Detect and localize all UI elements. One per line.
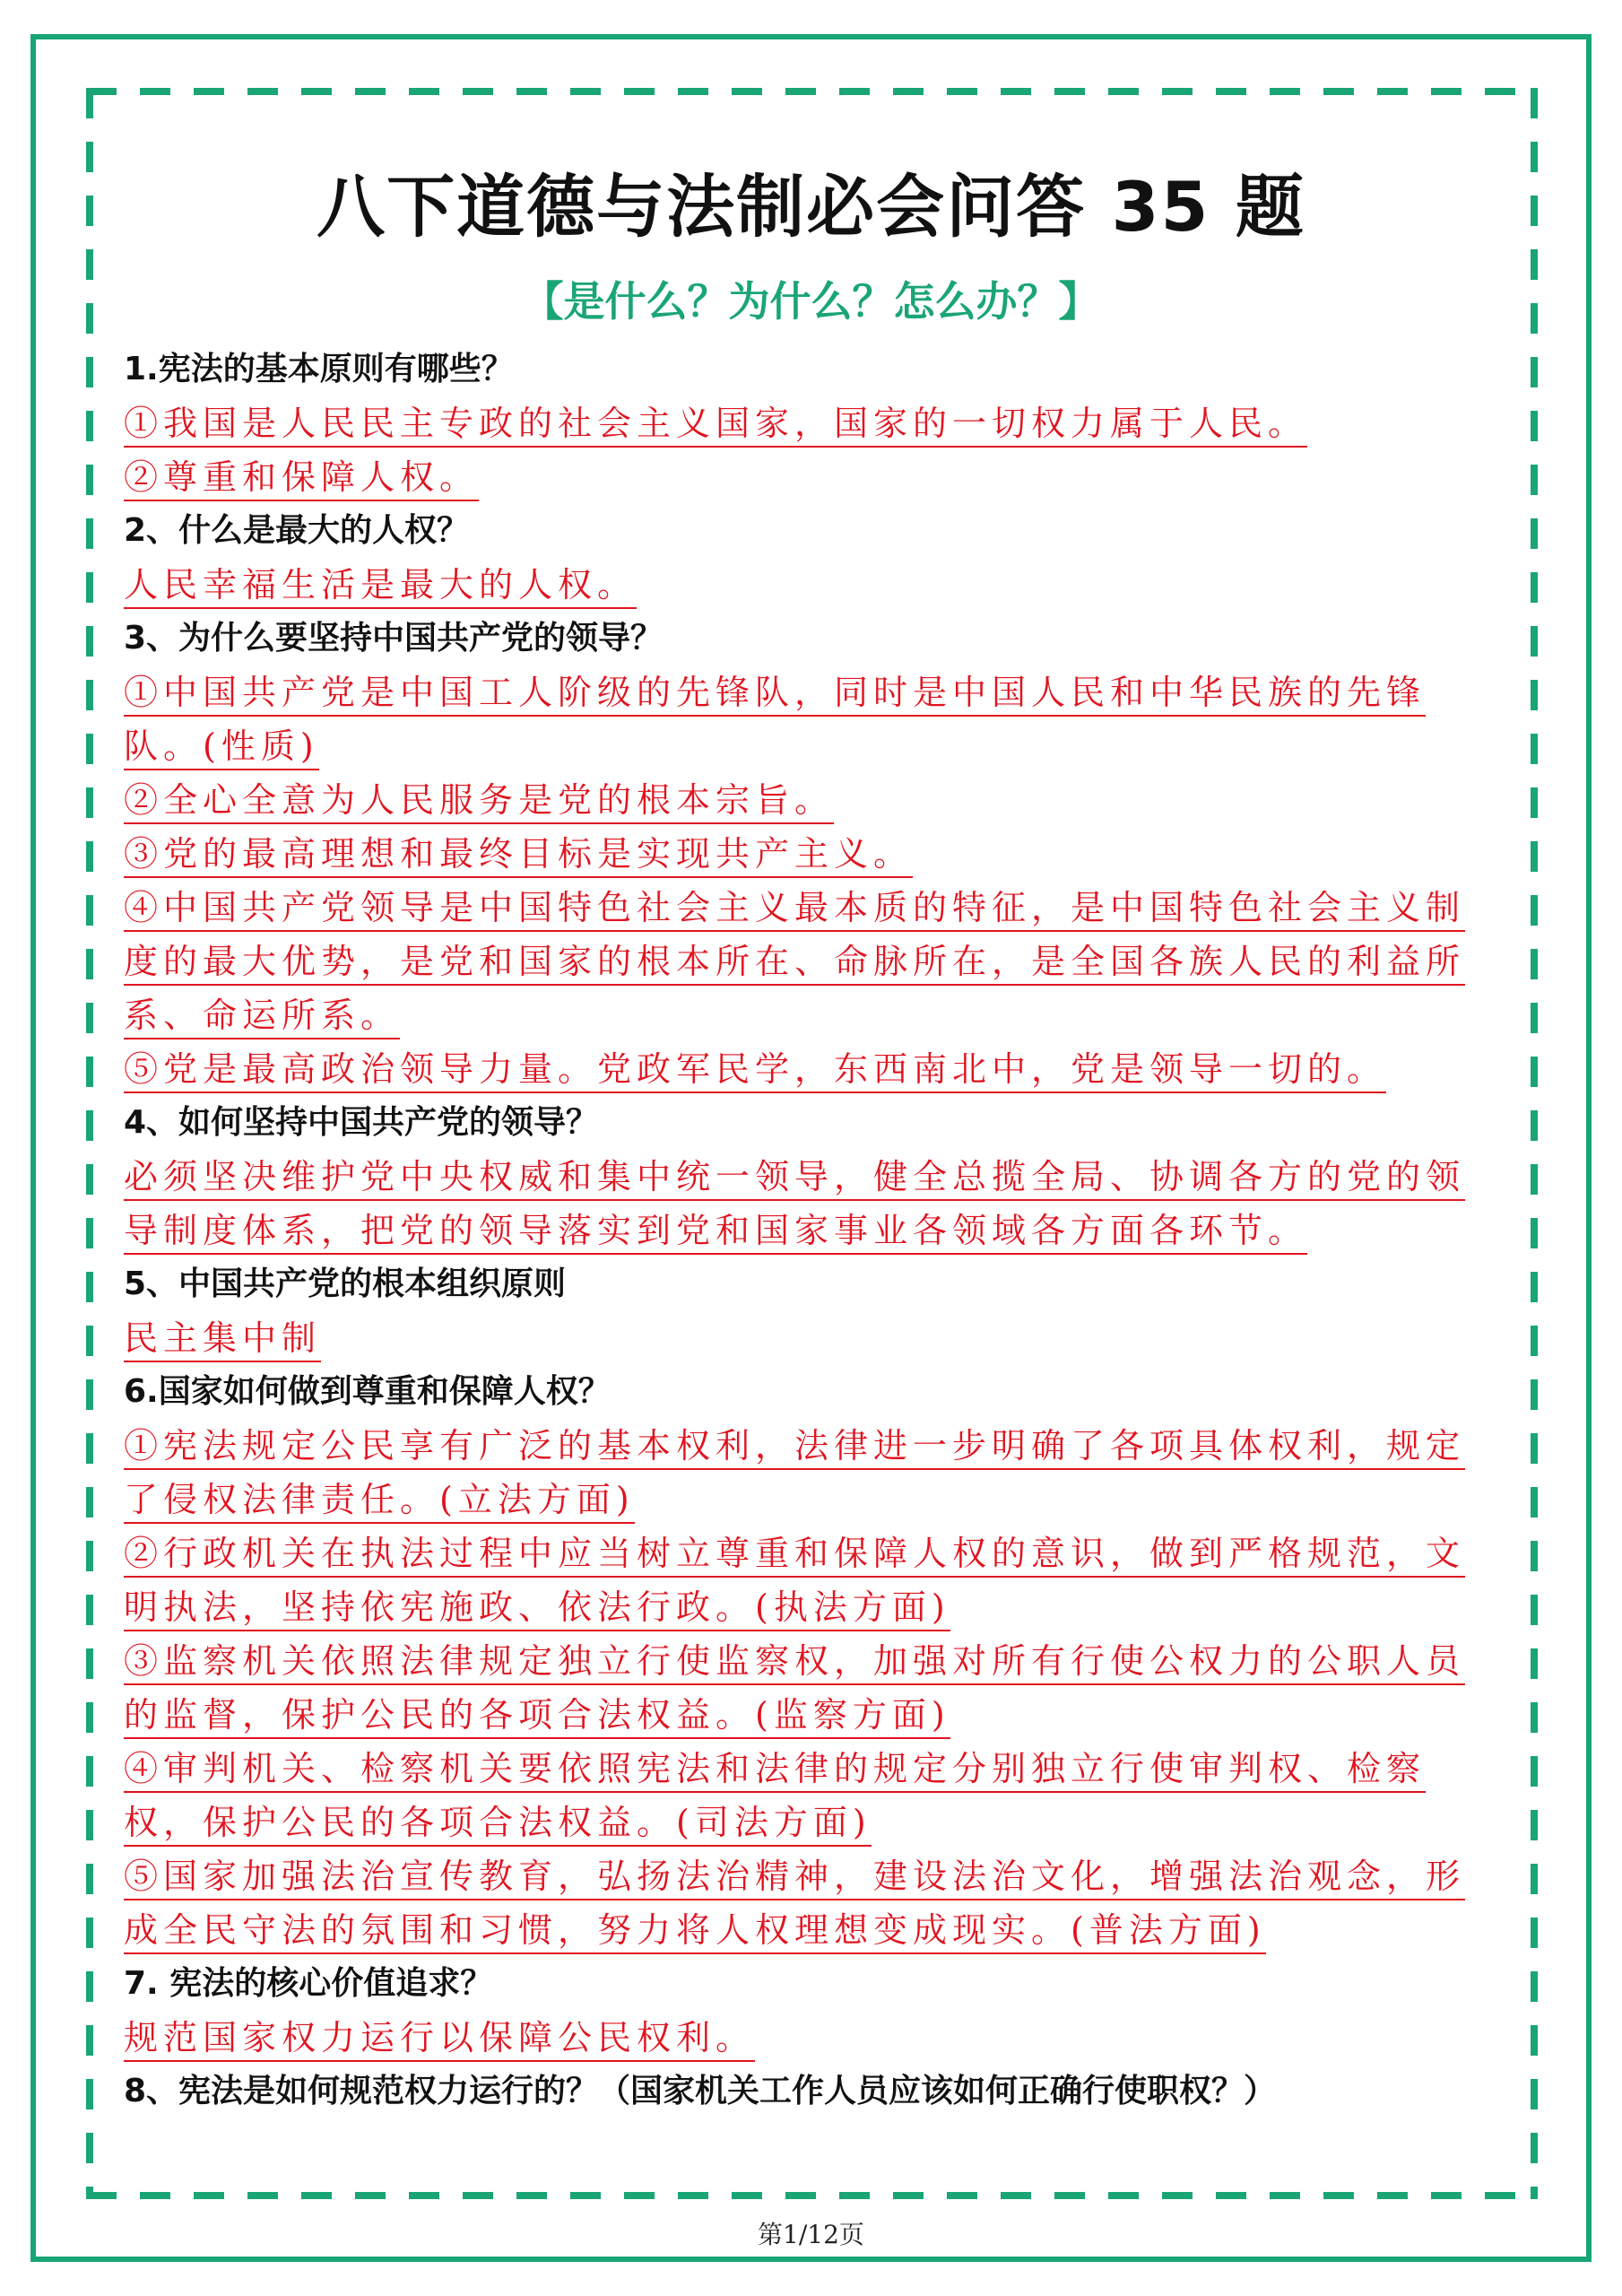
frame-dash <box>624 88 655 95</box>
frame-dash <box>1531 2079 1538 2109</box>
frame-dash <box>1531 1003 1538 1033</box>
frame-dash <box>624 2192 655 2199</box>
frame-dash <box>86 88 93 118</box>
answer-underlined-text: ⑤党是最高政治领导力量。党政军民学，东西南北中，党是领导一切的。 <box>124 1049 1386 1093</box>
frame-dash <box>1531 411 1538 441</box>
answer-underlined-text: ④审判机关、检察机关要依照宪法和法律的规定分别独立行使审判权、检察权，保护公民的各项合法权益。(司法方面) <box>124 1749 1426 1847</box>
frame-dash <box>86 2133 93 2163</box>
frame-dash <box>1270 2192 1300 2199</box>
frame-dash <box>86 1057 93 1087</box>
frame-dash <box>86 1810 93 1840</box>
frame-dash <box>1162 2192 1193 2199</box>
frame-dash <box>1531 1272 1538 1302</box>
frame-dash <box>570 2192 601 2199</box>
frame-dash <box>409 2192 439 2199</box>
frame-dash <box>86 1326 93 1356</box>
frame-dash <box>1531 1918 1538 1948</box>
qa-item <box>124 504 1500 612</box>
question-text: 3、为什么要坚持中国共产党的领导？ <box>124 620 664 657</box>
frame-dash <box>86 1971 93 2002</box>
answer-underlined-text: ④中国共产党领导是中国特色社会主义最本质的特征，是中国特色社会主义制度的最大优势，是党和国家的根本所在、命脉所在，是全国各族人民的利益所系、命运所系。 <box>124 888 1465 1039</box>
frame-dash <box>1162 88 1193 95</box>
frame-dash <box>1531 1057 1538 1087</box>
question-text: 7. 宪法的核心价值追求？ <box>124 1965 493 2002</box>
frame-dash <box>1531 357 1538 387</box>
frame-dash <box>1531 572 1538 603</box>
frame-dash <box>1531 1756 1538 1787</box>
answer-underlined-text: 人民幸福生活是最大的人权。 <box>124 565 637 609</box>
frame-dash <box>1531 1487 1538 1518</box>
question-text: 5、中国共产党的根本组织原则 <box>124 1265 567 1302</box>
frame-dash <box>1431 2192 1462 2199</box>
frame-dash <box>1216 2192 1246 2199</box>
frame-dash <box>1531 1164 1538 1195</box>
frame-dash <box>1108 88 1139 95</box>
answer-text <box>124 1526 1500 1634</box>
answer-underlined-text: 必须坚决维护党中央权威和集中统一领导，健全总揽全局、协调各方的党的领导制度体系，把党的领导落实到党和国家事业各领域各方面各环节。 <box>124 1157 1465 1255</box>
answer-text <box>124 1742 1500 1849</box>
frame-dash <box>1531 88 1538 118</box>
frame-dash <box>1377 88 1408 95</box>
frame-dash <box>1108 2192 1139 2199</box>
answer-text <box>124 558 1500 612</box>
answer-underlined-text: ①宪法规定公民享有广泛的基本权利，法律进一步明确了各项具体权利，规定了侵权法律责任。(立法方面) <box>124 1426 1465 1524</box>
qa-item <box>124 1257 1500 1365</box>
qa-item <box>124 1957 1500 2065</box>
answer-text <box>124 396 1500 450</box>
qa-list <box>124 343 1500 2118</box>
frame-dash <box>678 2192 708 2199</box>
answer-text <box>124 1042 1500 1096</box>
frame-dash <box>1531 787 1538 818</box>
frame-dash <box>1485 2192 1515 2199</box>
answer-underlined-text: ②尊重和保障人权。 <box>124 457 479 501</box>
frame-dash <box>947 88 977 95</box>
frame-dash <box>1054 2192 1085 2199</box>
frame-dash <box>409 88 439 95</box>
answer-underlined-text: ⑤国家加强法治宣传教育，弘扬法治精神，建设法治文化，增强法治观念，形成全民守法的氛围和习惯，努力将人权理想变成现实。(普法方面) <box>124 1857 1465 1954</box>
page-number: 第1/12页 <box>758 2220 864 2249</box>
frame-dash <box>1531 1971 1538 2002</box>
frame-dash <box>194 88 224 95</box>
frame-dash <box>247 2192 278 2199</box>
frame-dash <box>301 88 332 95</box>
answer-text <box>124 1311 1500 1365</box>
frame-dash <box>1531 518 1538 549</box>
answer-text <box>124 1419 1500 1526</box>
frame-dash <box>355 88 386 95</box>
frame-dash <box>516 2192 547 2199</box>
frame-dash <box>86 411 93 441</box>
qa-item <box>124 2065 1500 2118</box>
frame-dash <box>355 2192 386 2199</box>
answer-underlined-text: ①我国是人民民主专政的社会主义国家，国家的一切权力属于人民。 <box>124 404 1307 448</box>
frame-dash <box>570 88 601 95</box>
frame-dash <box>1531 1110 1538 1141</box>
frame-dash <box>1054 88 1085 95</box>
frame-dash <box>1531 465 1538 495</box>
frame-dash <box>1531 895 1538 926</box>
frame-dash <box>839 2192 870 2199</box>
frame-dash <box>194 2192 224 2199</box>
frame-dash <box>1531 626 1538 657</box>
frame-dash <box>86 465 93 495</box>
question-text: 2、什么是最大的人权？ <box>124 512 470 549</box>
frame-dash <box>1531 1864 1538 1894</box>
frame-dash <box>1531 2187 1538 2199</box>
frame-dash <box>140 2192 170 2199</box>
frame-dash <box>732 2192 762 2199</box>
answer-text <box>124 450 1500 504</box>
qa-item <box>124 343 1500 504</box>
frame-dash <box>1531 1379 1538 1410</box>
question-text: 4、如何坚持中国共产党的领导？ <box>124 1104 599 1141</box>
frame-dash <box>86 2025 93 2056</box>
question-text: 1.宪法的基本原则有哪些？ <box>124 351 514 387</box>
frame-dash <box>247 88 278 95</box>
frame-dash <box>140 88 170 95</box>
frame-dash <box>1531 1326 1538 1356</box>
frame-dash <box>86 2187 93 2199</box>
frame-dash <box>1531 734 1538 764</box>
frame-dash <box>1270 88 1300 95</box>
frame-dash <box>301 2192 332 2199</box>
frame-dash <box>1485 88 1515 95</box>
frame-dash <box>86 1541 93 1571</box>
answer-underlined-text: 民主集中制 <box>124 1318 321 1362</box>
frame-dash <box>893 88 924 95</box>
frame-dash <box>86 1756 93 1787</box>
frame-dash <box>86 841 93 872</box>
answer-text <box>124 773 1500 827</box>
frame-dash <box>1531 841 1538 872</box>
frame-dash <box>1001 88 1031 95</box>
answer-text <box>124 881 1500 1042</box>
frame-dash <box>1531 949 1538 979</box>
frame-dash <box>1377 2192 1408 2199</box>
frame-dash <box>86 1702 93 1733</box>
frame-dash <box>1001 2192 1031 2199</box>
question-text: 6.国家如何做到尊重和保障人权？ <box>124 1373 611 1410</box>
frame-dash <box>463 2192 493 2199</box>
answer-text <box>124 665 1500 773</box>
frame-dash <box>1531 1648 1538 1679</box>
frame-dash <box>86 734 93 764</box>
frame-dash <box>86 1218 93 1248</box>
frame-dash <box>839 88 870 95</box>
frame-dash <box>1531 2133 1538 2163</box>
frame-dash <box>86 895 93 926</box>
frame-dash <box>86 357 93 387</box>
frame-dash <box>947 2192 977 2199</box>
answer-underlined-text: 规范国家权力运行以保障公民权利。 <box>124 2018 755 2062</box>
frame-dash <box>1531 680 1538 710</box>
frame-dash <box>86 1918 93 1948</box>
frame-dash <box>1531 2025 1538 2056</box>
frame-dash <box>1531 1218 1538 1248</box>
frame-dash <box>1323 2192 1354 2199</box>
page-title: 八下道德与法制必会问答 35 题 <box>317 167 1305 247</box>
answer-underlined-text: ②全心全意为人民服务是党的根本宗旨。 <box>124 780 834 824</box>
frame-dash <box>1531 1541 1538 1571</box>
answer-underlined-text: ①中国共产党是中国工人阶级的先锋队，同时是中国人民和中华民族的先锋队。(性质) <box>124 673 1426 770</box>
frame-dash <box>463 88 493 95</box>
frame-dash <box>1216 88 1246 95</box>
frame-dash <box>86 1110 93 1141</box>
frame-dash <box>86 2079 93 2109</box>
frame-dash <box>1531 1595 1538 1625</box>
frame-dash <box>86 1164 93 1195</box>
answer-text <box>124 2011 1500 2065</box>
frame-dash <box>678 88 708 95</box>
frame-dash <box>86 1379 93 1410</box>
frame-dash <box>1531 1433 1538 1464</box>
frame-dash <box>86 626 93 657</box>
answer-text <box>124 1150 1500 1257</box>
answer-text <box>124 1849 1500 1957</box>
page-subtitle: 【是什么？为什么？怎么办？】 <box>522 277 1100 326</box>
frame-dash <box>86 949 93 979</box>
frame-dash <box>1323 88 1354 95</box>
frame-dash <box>86 1648 93 1679</box>
frame-dash <box>86 1864 93 1894</box>
question-text: 8、宪法是如何规范权力运行的？（国家机关工作人员应该如何正确行使职权？） <box>124 2073 1277 2109</box>
frame-dash <box>1531 1810 1538 1840</box>
frame-dash <box>785 2192 816 2199</box>
frame-dash <box>785 88 816 95</box>
answer-underlined-text: ③党的最高理想和最终目标是实现共产主义。 <box>124 834 913 878</box>
answer-text <box>124 827 1500 881</box>
frame-dash <box>86 1003 93 1033</box>
qa-item <box>124 612 1500 1096</box>
frame-dash <box>1431 88 1462 95</box>
frame-dash <box>86 1272 93 1302</box>
qa-item <box>124 1365 1500 1957</box>
frame-dash <box>86 787 93 818</box>
frame-dash <box>86 572 93 603</box>
frame-dash <box>516 88 547 95</box>
frame-dash <box>1531 1702 1538 1733</box>
answer-underlined-text: ②行政机关在执法过程中应当树立尊重和保障人权的意识，做到严格规范，文明执法，坚持依宪施政、依法行政。(执法方面) <box>124 1534 1465 1631</box>
frame-dash <box>86 1433 93 1464</box>
frame-dash <box>893 2192 924 2199</box>
frame-dash <box>732 88 762 95</box>
frame-dash <box>86 680 93 710</box>
answer-text <box>124 1634 1500 1742</box>
frame-dash <box>86 518 93 549</box>
answer-underlined-text: ③监察机关依照法律规定独立行使监察权，加强对所有行使公权力的公职人员的监督，保护公民的各项合法权益。(监察方面) <box>124 1641 1465 1739</box>
frame-dash <box>86 1595 93 1625</box>
qa-item <box>124 1096 1500 1257</box>
frame-dash <box>86 1487 93 1518</box>
